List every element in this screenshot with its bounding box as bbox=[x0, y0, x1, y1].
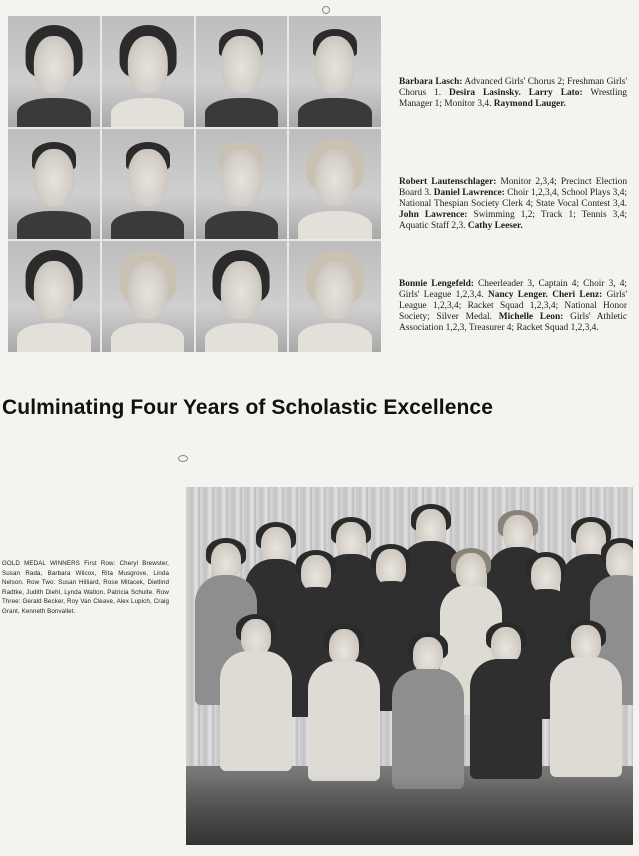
portrait-photo bbox=[8, 16, 100, 127]
group-member bbox=[324, 629, 364, 789]
student-activities: Girls' League 1,2,3,4; Racket Squad 1,2,3,4; National Honor Society; Silver Medal. bbox=[399, 290, 628, 322]
group-photo bbox=[186, 487, 633, 845]
student-name: Robert Lautenschlager: bbox=[399, 177, 497, 187]
student-name: Raymond Lauger. bbox=[493, 99, 566, 109]
portrait-photo bbox=[102, 129, 194, 240]
student-activities: Girls' Athletic Association 1,2,3, Treasurer 4; Racket Squad 1,2,3,4. bbox=[399, 312, 627, 333]
student-activities bbox=[521, 88, 529, 98]
student-name: John Lawrence: bbox=[399, 210, 468, 220]
portrait-photo bbox=[196, 129, 288, 240]
page-mark bbox=[178, 455, 188, 462]
portrait-caption-row-2 bbox=[399, 177, 627, 232]
section-headline: Culminating Four Years of Scholastic Excellence bbox=[2, 396, 493, 419]
student-name: Cheri Lenz: bbox=[552, 290, 603, 300]
portrait-grid bbox=[8, 16, 381, 352]
student-name: Nancy Lenger. bbox=[487, 290, 548, 300]
portrait-caption-row-3 bbox=[399, 279, 627, 334]
student-activities: Wrestling Manager 1; Monitor 3,4. bbox=[399, 88, 627, 109]
portrait-photo bbox=[289, 241, 381, 352]
group-member bbox=[486, 627, 526, 787]
portrait-photo bbox=[196, 16, 288, 127]
group-member bbox=[566, 625, 606, 785]
portrait-photo bbox=[8, 129, 100, 240]
page-mark bbox=[322, 6, 330, 14]
portrait-photo bbox=[289, 129, 381, 240]
student-name: Daniel Lawrence: bbox=[433, 188, 505, 198]
portrait-photo bbox=[8, 241, 100, 352]
group-member bbox=[236, 619, 276, 779]
chair-row bbox=[186, 775, 633, 845]
group-member bbox=[408, 637, 448, 797]
group-photo-caption: GOLD MEDAL WINNERS First Row: Cheryl Brewster, Susan Rada, Barbara Wilcox, Rita Musgrove, Linda Nelson. Row Two: Susan Hilliard, Rose Mitacek, Dietlind Radtke, Judith Diehl, Lynda Walton, Patricia Schulte. Row Three: Gerald Becker, Roy Van Cleave, Alex Lupich, Craig Grant, Kenneth Bonvallet. bbox=[2, 560, 169, 615]
student-name: Bonnie Lengefeld: bbox=[399, 279, 474, 289]
student-name: Desira Lasinsky. bbox=[449, 88, 521, 98]
student-activities: Choir 1,2,3,4, School Plays 3,4; National Thespian Society Clerk 4; State Vocal Contest 3,4. bbox=[399, 188, 627, 209]
student-name: Larry Lato: bbox=[528, 88, 583, 98]
student-name: Michelle Leon: bbox=[498, 312, 564, 322]
portrait-photo bbox=[102, 241, 194, 352]
student-activities: Swimming 1,2; Track 1; Tennis 3,4; Aquatic Staff 2,3. bbox=[399, 210, 627, 231]
student-activities: Cheerleader 3, Captain 4; Choir 3, 4; Girls' League 1,2,3,4. bbox=[399, 279, 627, 300]
student-activities: Monitor 2,3,4; Precinct Election Board 3. bbox=[399, 177, 628, 198]
student-name: Cathy Leeser. bbox=[467, 221, 523, 231]
student-name: Barbara Lasch: bbox=[399, 77, 463, 87]
portrait-photo bbox=[289, 16, 381, 127]
portrait-caption-row-1 bbox=[399, 77, 627, 110]
student-activities: Advanced Girls' Chorus 2; Freshman Girls' Chorus 1. bbox=[399, 77, 628, 98]
portrait-photo bbox=[196, 241, 288, 352]
portrait-photo bbox=[102, 16, 194, 127]
